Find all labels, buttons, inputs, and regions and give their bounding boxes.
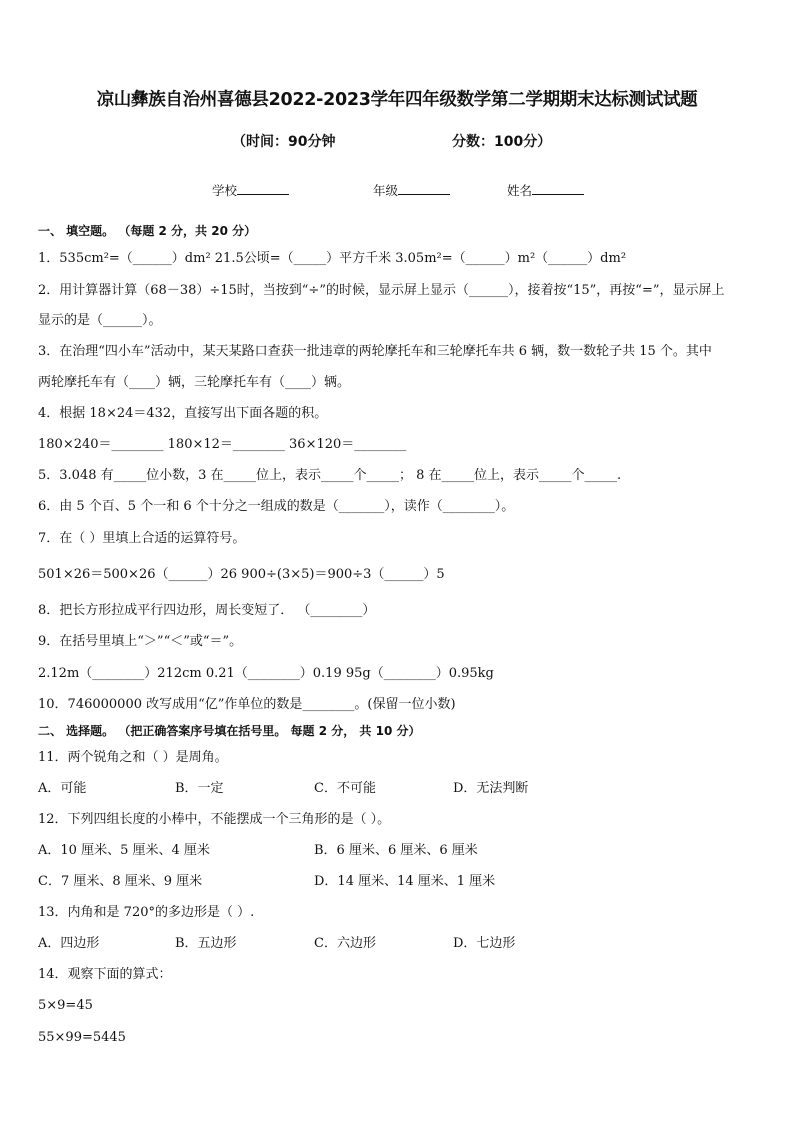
- question-12-stem: 12．下列四组长度的小棒中，不能摆成一个三角形的是（ ）。: [38, 812, 391, 827]
- question-6: 6．由 5 个百、5 个一和 6 个十分之一组成的数是（_______），读作（________）。: [38, 499, 515, 514]
- school-field: 学校: [212, 181, 289, 199]
- q13-option-d[interactable]: D．七边形: [453, 936, 516, 951]
- question-4-line-1: 4．根据 18×24＝432，直接写出下面各题的积。: [38, 406, 328, 421]
- question-1: 1．535cm²=（______）dm² 21.5公顷=（_____）平方千米 3.05m²=（______）m²（______）dm²: [38, 251, 627, 266]
- question-3-line-1: 3．在治理“四小车”活动中，某天某路口查获一批违章的两轮摩托车和三轮摩托车共 6 辆，数一数轮子共 15 个。其中: [38, 344, 712, 359]
- exam-score: 分数：100分）: [452, 134, 552, 150]
- q13-option-a[interactable]: A．四边形: [38, 936, 100, 951]
- question-14-stem: 14．观察下面的算式：: [38, 967, 172, 982]
- question-13-stem: 13．内角和是 720°的多边形是（ ）.: [38, 905, 255, 920]
- q12-option-b[interactable]: B．6 厘米、6 厘米、6 厘米: [314, 843, 478, 858]
- question-4-line-2: 180×240＝________ 180×12＝________ 36×120＝________: [38, 437, 407, 452]
- name-field: 姓名: [507, 181, 584, 199]
- q12-option-a[interactable]: A．10 厘米、5 厘米、4 厘米: [38, 843, 210, 858]
- q12-option-c[interactable]: C．7 厘米、8 厘米、9 厘米: [38, 874, 203, 889]
- question-3-line-2: 两轮摩托车有（____）辆，三轮摩托车有（____）辆。: [38, 375, 351, 390]
- name-blank[interactable]: [532, 182, 584, 195]
- q13-option-b[interactable]: B．五边形: [175, 936, 237, 951]
- question-7-line-1: 7．在（ ）里填上合适的运算符号。: [38, 531, 246, 546]
- grade-field: 年级: [373, 181, 450, 199]
- question-14-line-1: 5×9=45: [38, 998, 93, 1013]
- q11-option-c[interactable]: C．不可能: [314, 781, 376, 796]
- question-2-line-2: 显示的是（______）。: [38, 313, 162, 328]
- q11-option-b[interactable]: B．一定: [175, 781, 224, 796]
- question-9-line-2: 2.12m（________）212cm 0.21（________）0.19 95g（________）0.95kg: [38, 666, 494, 681]
- section-1-heading: 一、 填空题。 （每题 2 分，共 20 分）: [38, 224, 257, 238]
- grade-blank[interactable]: [398, 182, 450, 195]
- q11-option-d[interactable]: D．无法判断: [453, 781, 529, 796]
- school-blank[interactable]: [237, 182, 289, 195]
- question-5: 5．3.048 有_____位小数，3 在_____位上，表示_____个_____； 8 在_____位上，表示_____个_____.: [38, 468, 622, 483]
- q12-option-d[interactable]: D．14 厘米、14 厘米、1 厘米: [314, 874, 496, 889]
- exam-time: （时间：90分钟: [232, 134, 336, 150]
- question-7-line-2: 501×26＝500×26（______）26 900÷(3×5)＝900÷3（______）5: [38, 567, 445, 582]
- question-9-line-1: 9．在括号里填上“＞”“＜”或“＝”。: [38, 634, 243, 649]
- question-14-line-2: 55×99=5445: [38, 1030, 126, 1045]
- page-title: 凉山彝族自治州喜德县2022-2023学年四年级数学第二学期期末达标测试试题: [96, 90, 698, 110]
- question-10: 10．746000000 改写成用“亿”作单位的数是________。(保留一位小数): [38, 697, 456, 712]
- q11-option-a[interactable]: A．可能: [38, 781, 87, 796]
- q13-option-c[interactable]: C．六边形: [314, 936, 376, 951]
- question-2-line-1: 2．用计算器计算（68－38）÷15时，当按到“÷”的时候，显示屏上显示（______），接着按“15”，再按“=”，显示屏上: [38, 283, 725, 298]
- question-11-stem: 11．两个锐角之和（ ）是周角。: [38, 750, 228, 765]
- section-2-heading: 二、 选择题。 （把正确答案序号填在括号里。 每题 2 分， 共 10 分）: [38, 724, 421, 738]
- question-8: 8．把长方形拉成平行四边形，周长变短了． （________）: [38, 603, 376, 618]
